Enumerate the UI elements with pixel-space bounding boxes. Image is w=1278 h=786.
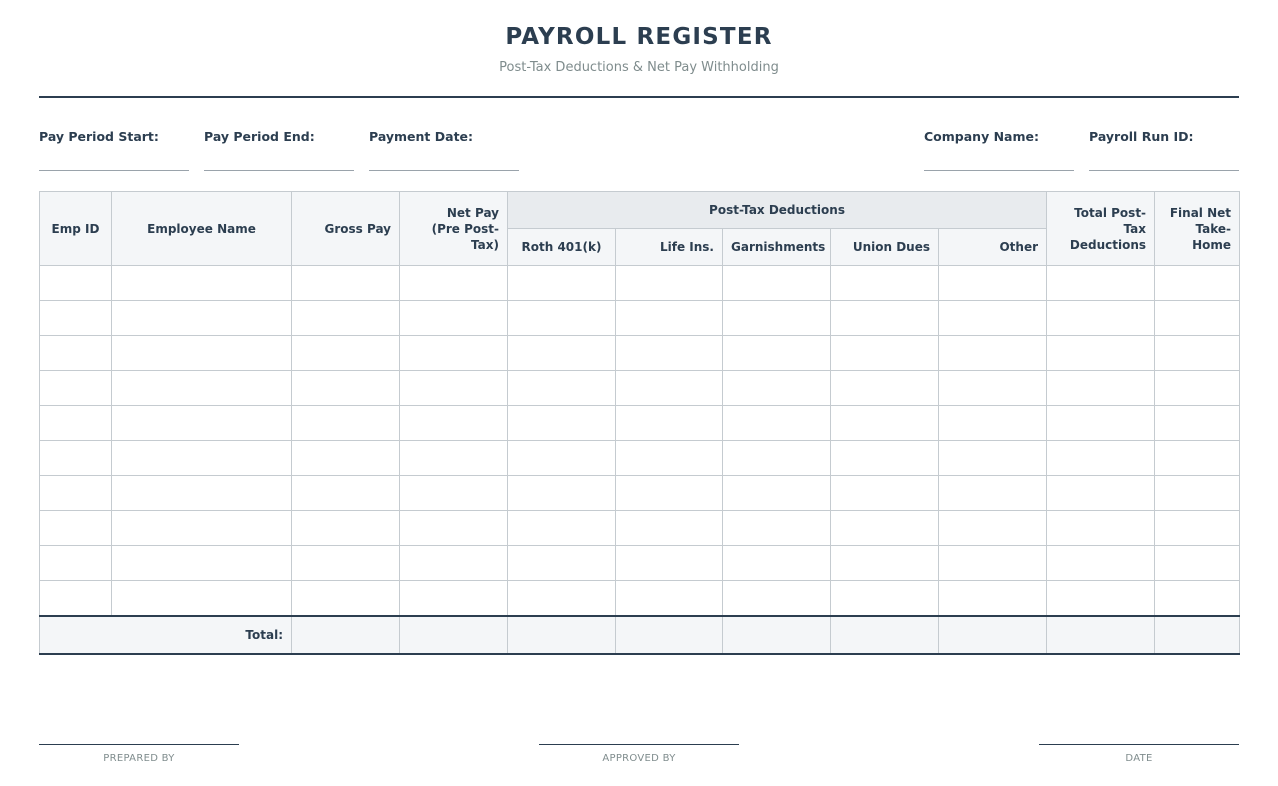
cell-employee-name[interactable] bbox=[112, 266, 292, 301]
company-name-label: Company Name: bbox=[924, 129, 1039, 144]
cell-union-dues[interactable] bbox=[831, 476, 939, 511]
cell-net-pay[interactable] bbox=[400, 581, 508, 617]
payment-date-field[interactable] bbox=[369, 128, 519, 171]
total-row bbox=[40, 616, 1240, 654]
cell-other[interactable] bbox=[939, 336, 1047, 371]
cell-life-ins[interactable] bbox=[616, 406, 723, 441]
cell-net-pay[interactable] bbox=[400, 441, 508, 476]
cell-life-ins[interactable] bbox=[616, 546, 723, 581]
cell-net-pay[interactable] bbox=[400, 266, 508, 301]
col-other: Other bbox=[939, 229, 1047, 266]
cell-net-pay[interactable] bbox=[400, 546, 508, 581]
cell-net-pay[interactable] bbox=[400, 511, 508, 546]
cell-roth-401k[interactable] bbox=[508, 301, 616, 336]
cell-gross-pay[interactable] bbox=[292, 371, 400, 406]
cell-final-net[interactable] bbox=[1155, 301, 1240, 336]
cell-emp-id[interactable] bbox=[40, 371, 112, 406]
cell-total-deductions[interactable] bbox=[1047, 581, 1155, 617]
approved-by-signature[interactable] bbox=[539, 744, 739, 765]
cell-employee-name[interactable] bbox=[112, 371, 292, 406]
page-subtitle: Post-Tax Deductions & Net Pay Withholding bbox=[499, 60, 779, 75]
cell-total-deductions[interactable] bbox=[1047, 441, 1155, 476]
cell-union-dues[interactable] bbox=[831, 511, 939, 546]
cell-gross-pay[interactable] bbox=[292, 546, 400, 581]
cell-emp-id[interactable] bbox=[40, 406, 112, 441]
prepared-by-label: PREPARED BY bbox=[103, 753, 175, 764]
cell-final-net[interactable] bbox=[1155, 406, 1240, 441]
col-total-deductions-line2: Deductions bbox=[1069, 237, 1147, 252]
header-divider bbox=[39, 96, 1239, 98]
col-garnishments: Garnishments bbox=[723, 229, 831, 266]
col-total-deductions-line1: Total Post-Tax bbox=[1074, 205, 1147, 236]
cell-union-dues[interactable] bbox=[831, 266, 939, 301]
cell-final-net[interactable] bbox=[1155, 441, 1240, 476]
table-row bbox=[40, 581, 1240, 617]
cell-emp-id[interactable] bbox=[40, 476, 112, 511]
cell-other[interactable] bbox=[939, 476, 1047, 511]
col-final-net-line2: Take-Home bbox=[1192, 221, 1232, 252]
cell-garnishments[interactable] bbox=[723, 336, 831, 371]
col-union-dues: Union Dues bbox=[831, 229, 939, 266]
cell-roth-401k[interactable] bbox=[508, 266, 616, 301]
cell-emp-id[interactable] bbox=[40, 546, 112, 581]
cell-gross-pay[interactable] bbox=[292, 266, 400, 301]
cell-roth-401k[interactable] bbox=[508, 371, 616, 406]
cell-garnishments[interactable] bbox=[723, 266, 831, 301]
col-total-post-tax-deductions bbox=[1047, 192, 1155, 266]
cell-garnishments[interactable] bbox=[723, 546, 831, 581]
cell-other[interactable] bbox=[939, 266, 1047, 301]
cell-garnishments[interactable] bbox=[723, 511, 831, 546]
cell-final-net[interactable] bbox=[1155, 511, 1240, 546]
cell-gross-pay[interactable] bbox=[292, 406, 400, 441]
cell-other[interactable] bbox=[939, 581, 1047, 617]
cell-union-dues[interactable] bbox=[831, 371, 939, 406]
cell-other[interactable] bbox=[939, 301, 1047, 336]
payroll-run-id-label: Payroll Run ID: bbox=[1089, 129, 1194, 144]
cell-garnishments[interactable] bbox=[723, 476, 831, 511]
col-net-pay-line2: (Pre Post-Tax) bbox=[431, 221, 499, 252]
table-row bbox=[40, 371, 1240, 406]
cell-other[interactable] bbox=[939, 441, 1047, 476]
approved-by-label: APPROVED BY bbox=[602, 753, 676, 764]
cell-union-dues[interactable] bbox=[831, 581, 939, 617]
cell-net-pay[interactable] bbox=[400, 336, 508, 371]
cell-employee-name[interactable] bbox=[112, 476, 292, 511]
total-cell-life-ins[interactable] bbox=[616, 616, 723, 654]
cell-total-deductions[interactable] bbox=[1047, 336, 1155, 371]
cell-total-deductions[interactable] bbox=[1047, 371, 1155, 406]
date-signature[interactable] bbox=[1039, 744, 1239, 765]
cell-employee-name[interactable] bbox=[112, 511, 292, 546]
cell-final-net[interactable] bbox=[1155, 336, 1240, 371]
cell-life-ins[interactable] bbox=[616, 511, 723, 546]
table-row bbox=[40, 406, 1240, 441]
cell-emp-id[interactable] bbox=[40, 441, 112, 476]
cell-gross-pay[interactable] bbox=[292, 301, 400, 336]
cell-final-net[interactable] bbox=[1155, 476, 1240, 511]
table-row bbox=[40, 301, 1240, 336]
col-life-ins: Life Ins. bbox=[616, 229, 723, 266]
cell-net-pay[interactable] bbox=[400, 301, 508, 336]
cell-emp-id[interactable] bbox=[40, 301, 112, 336]
cell-garnishments[interactable] bbox=[723, 301, 831, 336]
date-label: DATE bbox=[1125, 753, 1153, 764]
cell-gross-pay[interactable] bbox=[292, 476, 400, 511]
cell-other[interactable] bbox=[939, 371, 1047, 406]
col-gross-pay: Gross Pay bbox=[292, 192, 400, 266]
table-row bbox=[40, 336, 1240, 371]
cell-employee-name[interactable] bbox=[112, 301, 292, 336]
cell-gross-pay[interactable] bbox=[292, 581, 400, 617]
col-final-net-line1: Final Net bbox=[1169, 205, 1232, 220]
cell-roth-401k[interactable] bbox=[508, 476, 616, 511]
table-row bbox=[40, 546, 1240, 581]
prepared-by-signature[interactable] bbox=[39, 744, 239, 765]
col-group-post-tax-deductions: Post-Tax Deductions bbox=[508, 192, 1047, 229]
table-row bbox=[40, 476, 1240, 511]
total-cell-garnishments[interactable] bbox=[723, 616, 831, 654]
col-final-net-take-home bbox=[1155, 192, 1240, 266]
cell-employee-name[interactable] bbox=[112, 406, 292, 441]
table-row bbox=[40, 441, 1240, 476]
cell-net-pay[interactable] bbox=[400, 476, 508, 511]
company-name-field[interactable] bbox=[924, 128, 1074, 171]
cell-employee-name[interactable] bbox=[112, 441, 292, 476]
payment-date-label: Payment Date: bbox=[369, 129, 474, 144]
cell-total-deductions[interactable] bbox=[1047, 476, 1155, 511]
cell-employee-name[interactable] bbox=[112, 546, 292, 581]
cell-final-net[interactable] bbox=[1155, 266, 1240, 301]
table-row bbox=[40, 266, 1240, 301]
cell-net-pay[interactable] bbox=[400, 406, 508, 441]
cell-employee-name[interactable] bbox=[112, 336, 292, 371]
cell-garnishments[interactable] bbox=[723, 441, 831, 476]
cell-gross-pay[interactable] bbox=[292, 511, 400, 546]
cell-life-ins[interactable] bbox=[616, 371, 723, 406]
cell-gross-pay[interactable] bbox=[292, 336, 400, 371]
table-row bbox=[40, 511, 1240, 546]
total-cell-other[interactable] bbox=[939, 616, 1047, 654]
total-label: Total: bbox=[40, 616, 292, 654]
cell-emp-id[interactable] bbox=[40, 581, 112, 617]
total-cell-total-deductions[interactable] bbox=[1047, 616, 1155, 654]
total-cell-gross-pay[interactable] bbox=[292, 616, 400, 654]
cell-roth-401k[interactable] bbox=[508, 336, 616, 371]
cell-total-deductions[interactable] bbox=[1047, 511, 1155, 546]
cell-final-net[interactable] bbox=[1155, 546, 1240, 581]
total-cell-roth-401k[interactable] bbox=[508, 616, 616, 654]
pay-period-end-field[interactable] bbox=[204, 128, 354, 171]
cell-other[interactable] bbox=[939, 406, 1047, 441]
cell-life-ins[interactable] bbox=[616, 266, 723, 301]
cell-total-deductions[interactable] bbox=[1047, 266, 1155, 301]
cell-gross-pay[interactable] bbox=[292, 441, 400, 476]
cell-life-ins[interactable] bbox=[616, 301, 723, 336]
cell-garnishments[interactable] bbox=[723, 406, 831, 441]
table-body bbox=[40, 266, 1240, 655]
col-roth-401k: Roth 401(k) bbox=[508, 229, 616, 266]
total-cell-net-pay[interactable] bbox=[400, 616, 508, 654]
cell-net-pay[interactable] bbox=[400, 371, 508, 406]
page-title: PAYROLL REGISTER bbox=[505, 24, 773, 50]
cell-union-dues[interactable] bbox=[831, 336, 939, 371]
cell-roth-401k[interactable] bbox=[508, 546, 616, 581]
cell-other[interactable] bbox=[939, 546, 1047, 581]
col-net-pay bbox=[400, 192, 508, 266]
col-emp-id: Emp ID bbox=[40, 192, 112, 266]
cell-final-net[interactable] bbox=[1155, 371, 1240, 406]
table-header-row bbox=[40, 192, 1240, 229]
cell-total-deductions[interactable] bbox=[1047, 406, 1155, 441]
cell-life-ins[interactable] bbox=[616, 476, 723, 511]
pay-period-start-label: Pay Period Start: bbox=[39, 129, 159, 144]
pay-period-start-field[interactable] bbox=[39, 128, 189, 171]
cell-garnishments[interactable] bbox=[723, 371, 831, 406]
total-cell-final-net[interactable] bbox=[1155, 616, 1240, 654]
cell-total-deductions[interactable] bbox=[1047, 301, 1155, 336]
cell-total-deductions[interactable] bbox=[1047, 546, 1155, 581]
cell-emp-id[interactable] bbox=[40, 511, 112, 546]
cell-other[interactable] bbox=[939, 511, 1047, 546]
cell-life-ins[interactable] bbox=[616, 581, 723, 617]
cell-emp-id[interactable] bbox=[40, 336, 112, 371]
cell-union-dues[interactable] bbox=[831, 301, 939, 336]
payroll-run-id-field[interactable] bbox=[1089, 128, 1239, 171]
cell-employee-name[interactable] bbox=[112, 581, 292, 617]
payroll-table bbox=[39, 191, 1240, 655]
cell-final-net[interactable] bbox=[1155, 581, 1240, 617]
pay-period-end-label: Pay Period End: bbox=[204, 129, 315, 144]
cell-life-ins[interactable] bbox=[616, 441, 723, 476]
cell-roth-401k[interactable] bbox=[508, 581, 616, 617]
total-cell-union-dues[interactable] bbox=[831, 616, 939, 654]
cell-union-dues[interactable] bbox=[831, 441, 939, 476]
cell-roth-401k[interactable] bbox=[508, 406, 616, 441]
cell-roth-401k[interactable] bbox=[508, 441, 616, 476]
cell-garnishments[interactable] bbox=[723, 581, 831, 617]
col-net-pay-line1: Net Pay bbox=[446, 205, 499, 220]
col-employee-name: Employee Name bbox=[112, 192, 292, 266]
cell-emp-id[interactable] bbox=[40, 266, 112, 301]
cell-life-ins[interactable] bbox=[616, 336, 723, 371]
cell-roth-401k[interactable] bbox=[508, 511, 616, 546]
cell-union-dues[interactable] bbox=[831, 406, 939, 441]
cell-union-dues[interactable] bbox=[831, 546, 939, 581]
